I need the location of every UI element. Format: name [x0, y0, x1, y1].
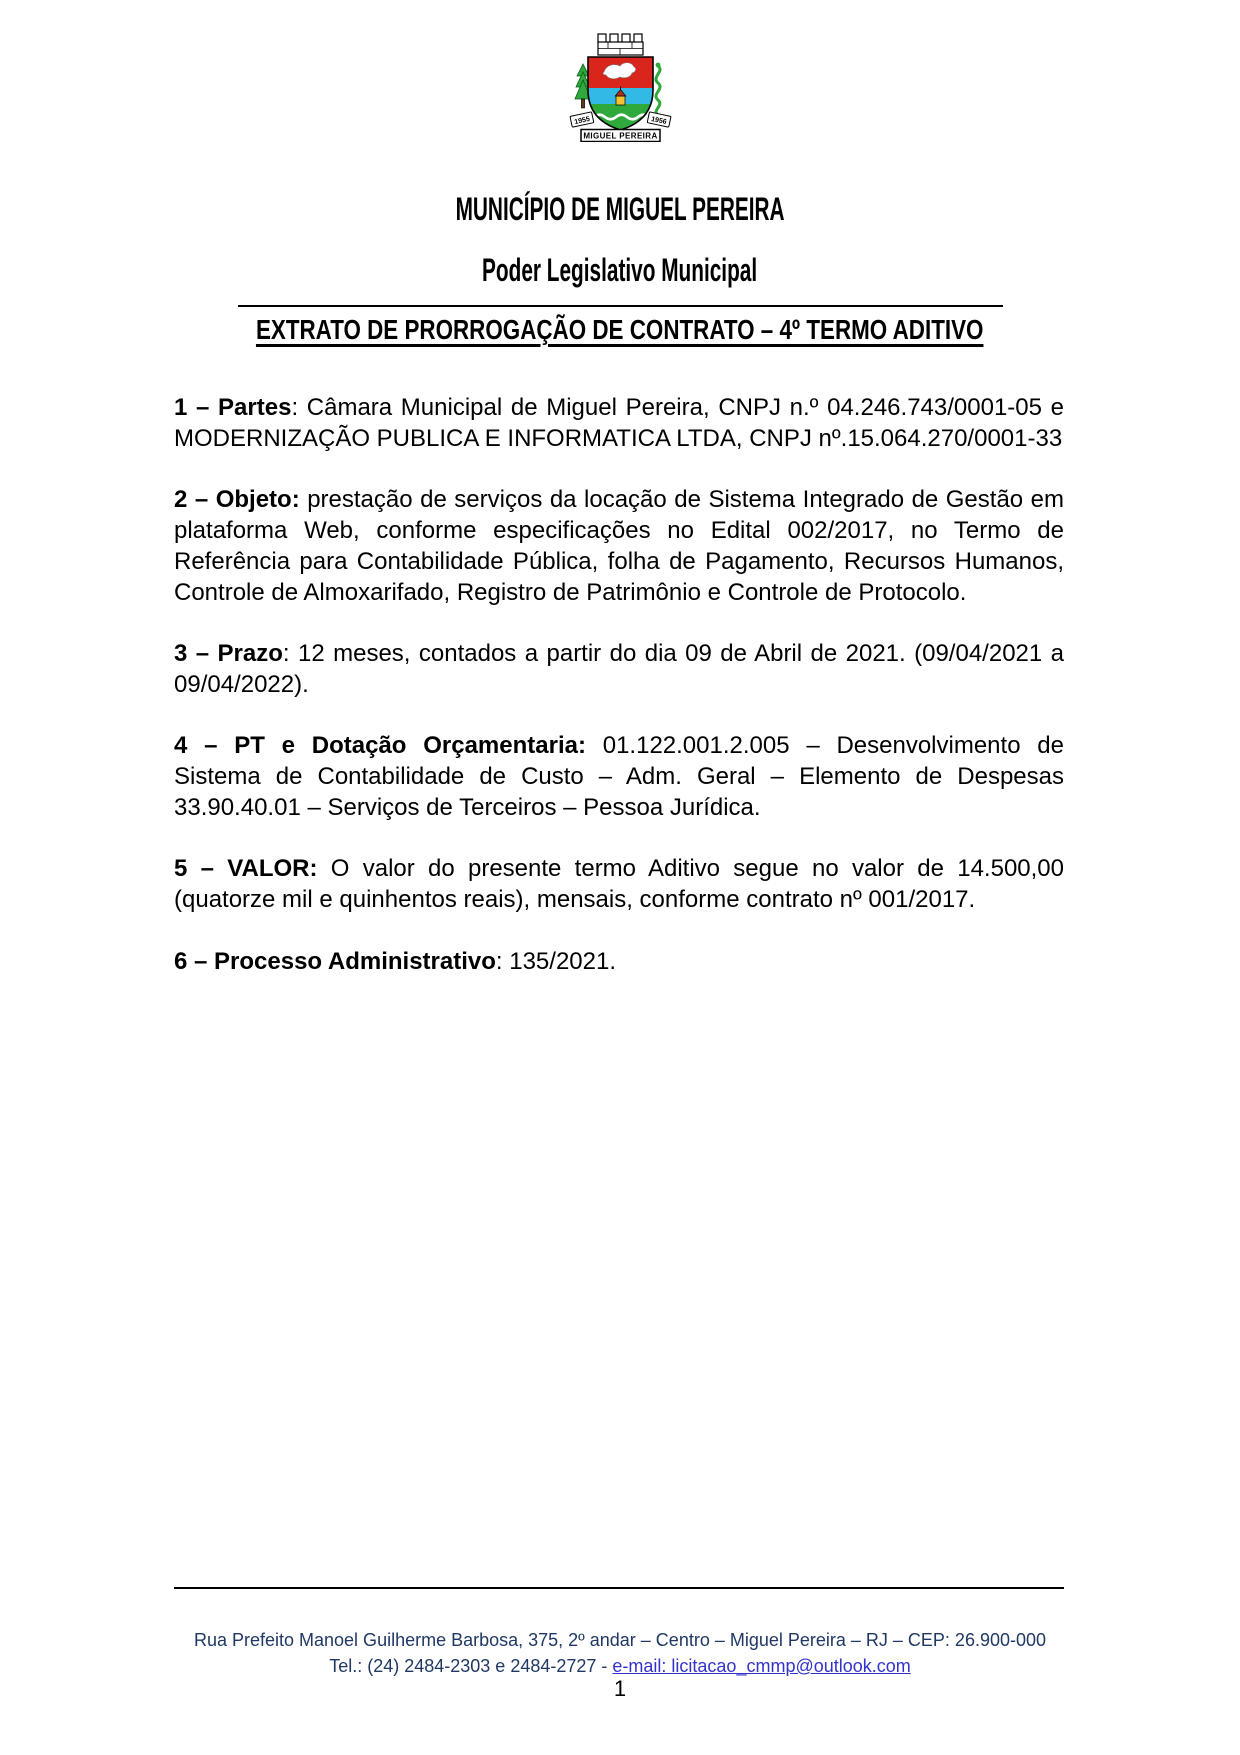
paragraph-prazo — [174, 638, 1064, 700]
paragraph-objeto-body: prestação de serviços da locação de Sistema Integrado de Gestão em plataforma Web, conforme especificações no Edital 002/2017, no Termo de Referência para Contabilidade Pública, folha de Pagamento, Recursos Humanos, Controle de Almoxarifado, Registro de Patrimônio e Controle de Protocolo. — [174, 486, 1064, 606]
crest-banner-label: MIGUEL PEREIRA — [582, 131, 658, 141]
municipality-title-text: MUNICÍPIO DE MIGUEL PEREIRA — [455, 191, 785, 227]
paragraph-objeto — [174, 484, 1064, 608]
document-title-text: EXTRATO DE PRORROGAÇÃO DE CONTRATO – 4º TERMO ADITIVO — [256, 314, 984, 345]
paragraph-valor-body: O valor do presente termo Aditivo segue no valor de 14.500,00 (quatorze mil e quinhentos reais), mensais, conforme contrato nº 001/2017. — [174, 855, 1064, 913]
paragraph-prazo-label: 3 – Prazo — [174, 640, 283, 667]
footer-address: Rua Prefeito Manoel Guilherme Barbosa, 375, 2º andar – Centro – Miguel Pereira – RJ – CEP: 26.900-000 — [193, 1630, 1047, 1650]
paragraph-processo — [174, 946, 1064, 977]
paragraph-valor — [174, 853, 1064, 915]
paragraph-valor-label: 5 – VALOR: — [174, 855, 318, 882]
municipal-coat-of-arms-icon — [568, 30, 673, 142]
mural-crown-icon — [598, 34, 643, 55]
document-title — [0, 313, 1240, 346]
paragraph-dotacao — [174, 730, 1064, 823]
year-left-label: 1955 — [573, 115, 591, 127]
year-right-label: 1956 — [649, 115, 667, 127]
footer-phone: Tel.: (24) 2484-2303 e 2484-2727 - — [329, 1656, 613, 1676]
paragraph-partes-body: : Câmara Municipal de Miguel Pereira, CNPJ n.º 04.246.743/0001-05 e MODERNIZAÇÃO PUBLICA E INFORMATICA LTDA, CNPJ nº.15.064.270/0001-33 — [174, 394, 1065, 452]
header-divider — [238, 305, 1003, 307]
paragraph-partes — [174, 392, 1064, 454]
paragraph-dotacao-label: 4 – PT e Dotação Orçamentaria: — [174, 732, 586, 759]
page-number: 1 — [613, 1676, 627, 1701]
serpent-icon — [655, 63, 660, 114]
footer-email-link[interactable]: e-mail: licitacao_cmmp@outlook.com — [612, 1656, 911, 1676]
scroll-1956 — [647, 112, 671, 127]
paragraph-prazo-body: : 12 meses, contados a partir do dia 09 de Abril de 2021. (09/04/2021 a 09/04/2022). — [174, 640, 1065, 698]
document-body — [174, 392, 1064, 977]
legislative-subtitle — [0, 252, 1240, 289]
paragraph-processo-body: : 135/2021. — [495, 948, 616, 975]
paragraph-objeto-label: 2 – Objeto: — [174, 486, 300, 513]
crest-banner — [581, 130, 660, 142]
legislative-subtitle-text: Poder Legislativo Municipal — [482, 252, 758, 288]
municipality-title — [0, 191, 1240, 228]
crest-container — [0, 0, 1240, 147]
footer — [0, 1627, 1240, 1679]
footer-divider — [174, 1587, 1064, 1589]
paragraph-partes-label: 1 – Partes — [174, 394, 292, 421]
paragraph-processo-label: 6 – Processo Administrativo — [174, 948, 496, 975]
paragraph-dotacao-body: 01.122.001.2.005 – Desenvolvimento de Sistema de Contabilidade de Custo – Adm. Geral – Elemento de Despesas 33.90.40.01 – Serviços de Terceiros – Pessoa Jurídica. — [174, 732, 1064, 821]
scroll-1955 — [569, 112, 593, 127]
